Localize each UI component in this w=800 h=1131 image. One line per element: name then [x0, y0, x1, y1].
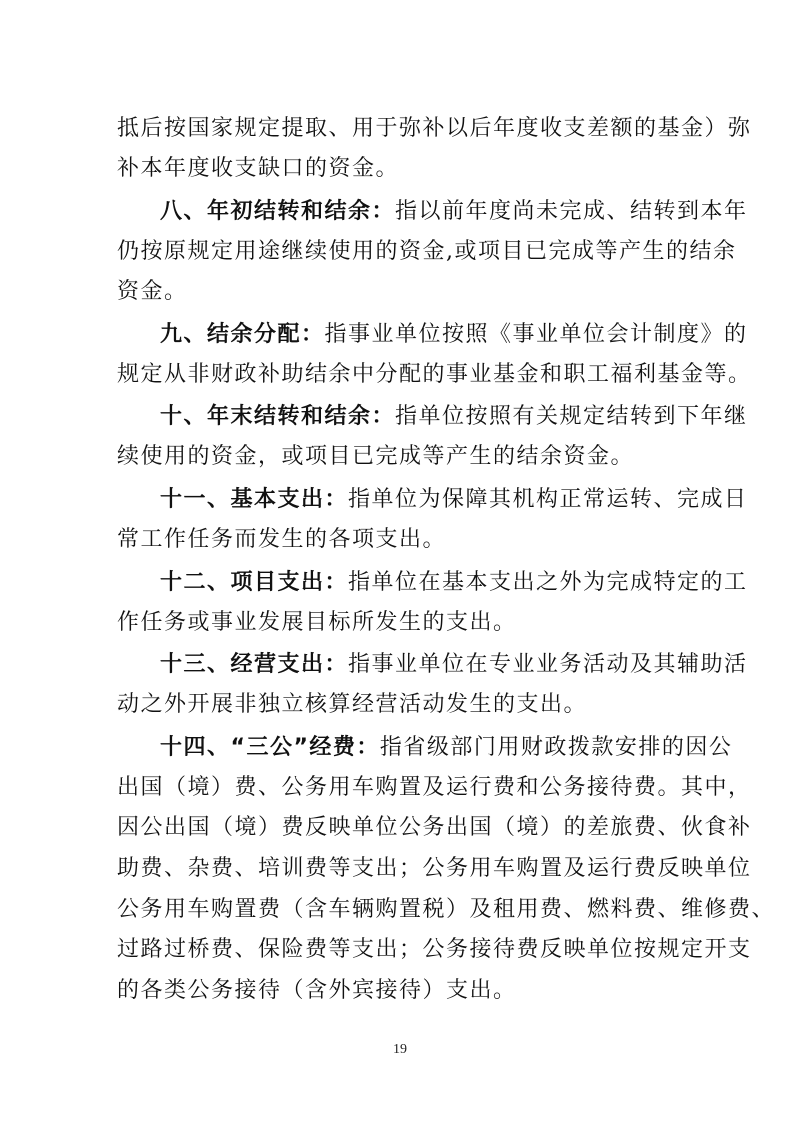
paragraph-line: 因公出国（境）费反映单位公务出国（境）的差旅费、伙食补 [117, 815, 752, 840]
paragraph-line: 助费、杂费、培训费等支出；公务用车购置及运行费反映单位 [117, 856, 752, 881]
term-heading: 十三、经营支出： [160, 652, 349, 677]
paragraph-line: 资金。 [117, 279, 188, 304]
paragraph-line: 抵后按国家规定提取、用于弥补以后年度收支差额的基金）弥 [117, 116, 752, 141]
paragraph-line: 补本年度收支缺口的资金。 [117, 156, 400, 181]
paragraph-line: 十四、“三公”经费：指省级部门用财政拨款安排的因公 [160, 735, 733, 760]
paragraph-line: 过路过桥费、保险费等支出；公务接待费反映单位按规定开支 [117, 937, 752, 962]
paragraph-line: 九、结余分配：指事业单位按照《事业单位会计制度》的 [160, 322, 748, 347]
paragraph-line: 十一、基本支出：指单位为保障其机构正常运转、完成日 [160, 487, 748, 512]
term-heading: 十、年末结转和结余： [160, 404, 396, 429]
paragraph-line: 十、年末结转和结余：指单位按照有关规定结转到下年继 [160, 404, 748, 429]
page-number: 19 [393, 1042, 407, 1057]
paragraph-line: 的各类公务接待（含外宾接待）支出。 [117, 978, 517, 1003]
paragraph-line: 仍按原规定用途继续使用的资金,或项目已完成等产生的结余 [117, 239, 737, 264]
term-heading: 九、结余分配： [160, 322, 325, 347]
paragraph-line: 动之外开展非独立核算经营活动发生的支出。 [117, 692, 588, 717]
term-heading: 十四、“三公”经费： [160, 735, 380, 760]
term-heading: 八、年初结转和结余： [160, 199, 396, 224]
term-heading: 十二、项目支出： [160, 570, 349, 595]
paragraph-line: 续使用的资金，或项目已完成等产生的结余资金。 [117, 444, 635, 469]
paragraph-line: 常工作任务而发生的各项支出。 [117, 527, 447, 552]
paragraph-line: 十三、经营支出：指事业单位在专业业务活动及其辅助活 [160, 652, 748, 677]
term-heading: 十一、基本支出： [160, 487, 349, 512]
paragraph-line: 出国（境）费、公务用车购置及运行费和公务接待费。其中， [117, 775, 752, 800]
paragraph-line: 作任务或事业发展目标所发生的支出。 [117, 610, 517, 635]
paragraph-line: 公务用车购置费（含车辆购置税）及租用费、燃料费、维修费、 [117, 897, 776, 922]
paragraph-line: 规定从非财政补助结余中分配的事业基金和职工福利基金等。 [117, 362, 752, 387]
paragraph-line: 八、年初结转和结余：指以前年度尚未完成、结转到本年 [160, 199, 748, 224]
paragraph-line: 十二、项目支出：指单位在基本支出之外为完成特定的工 [160, 570, 748, 595]
